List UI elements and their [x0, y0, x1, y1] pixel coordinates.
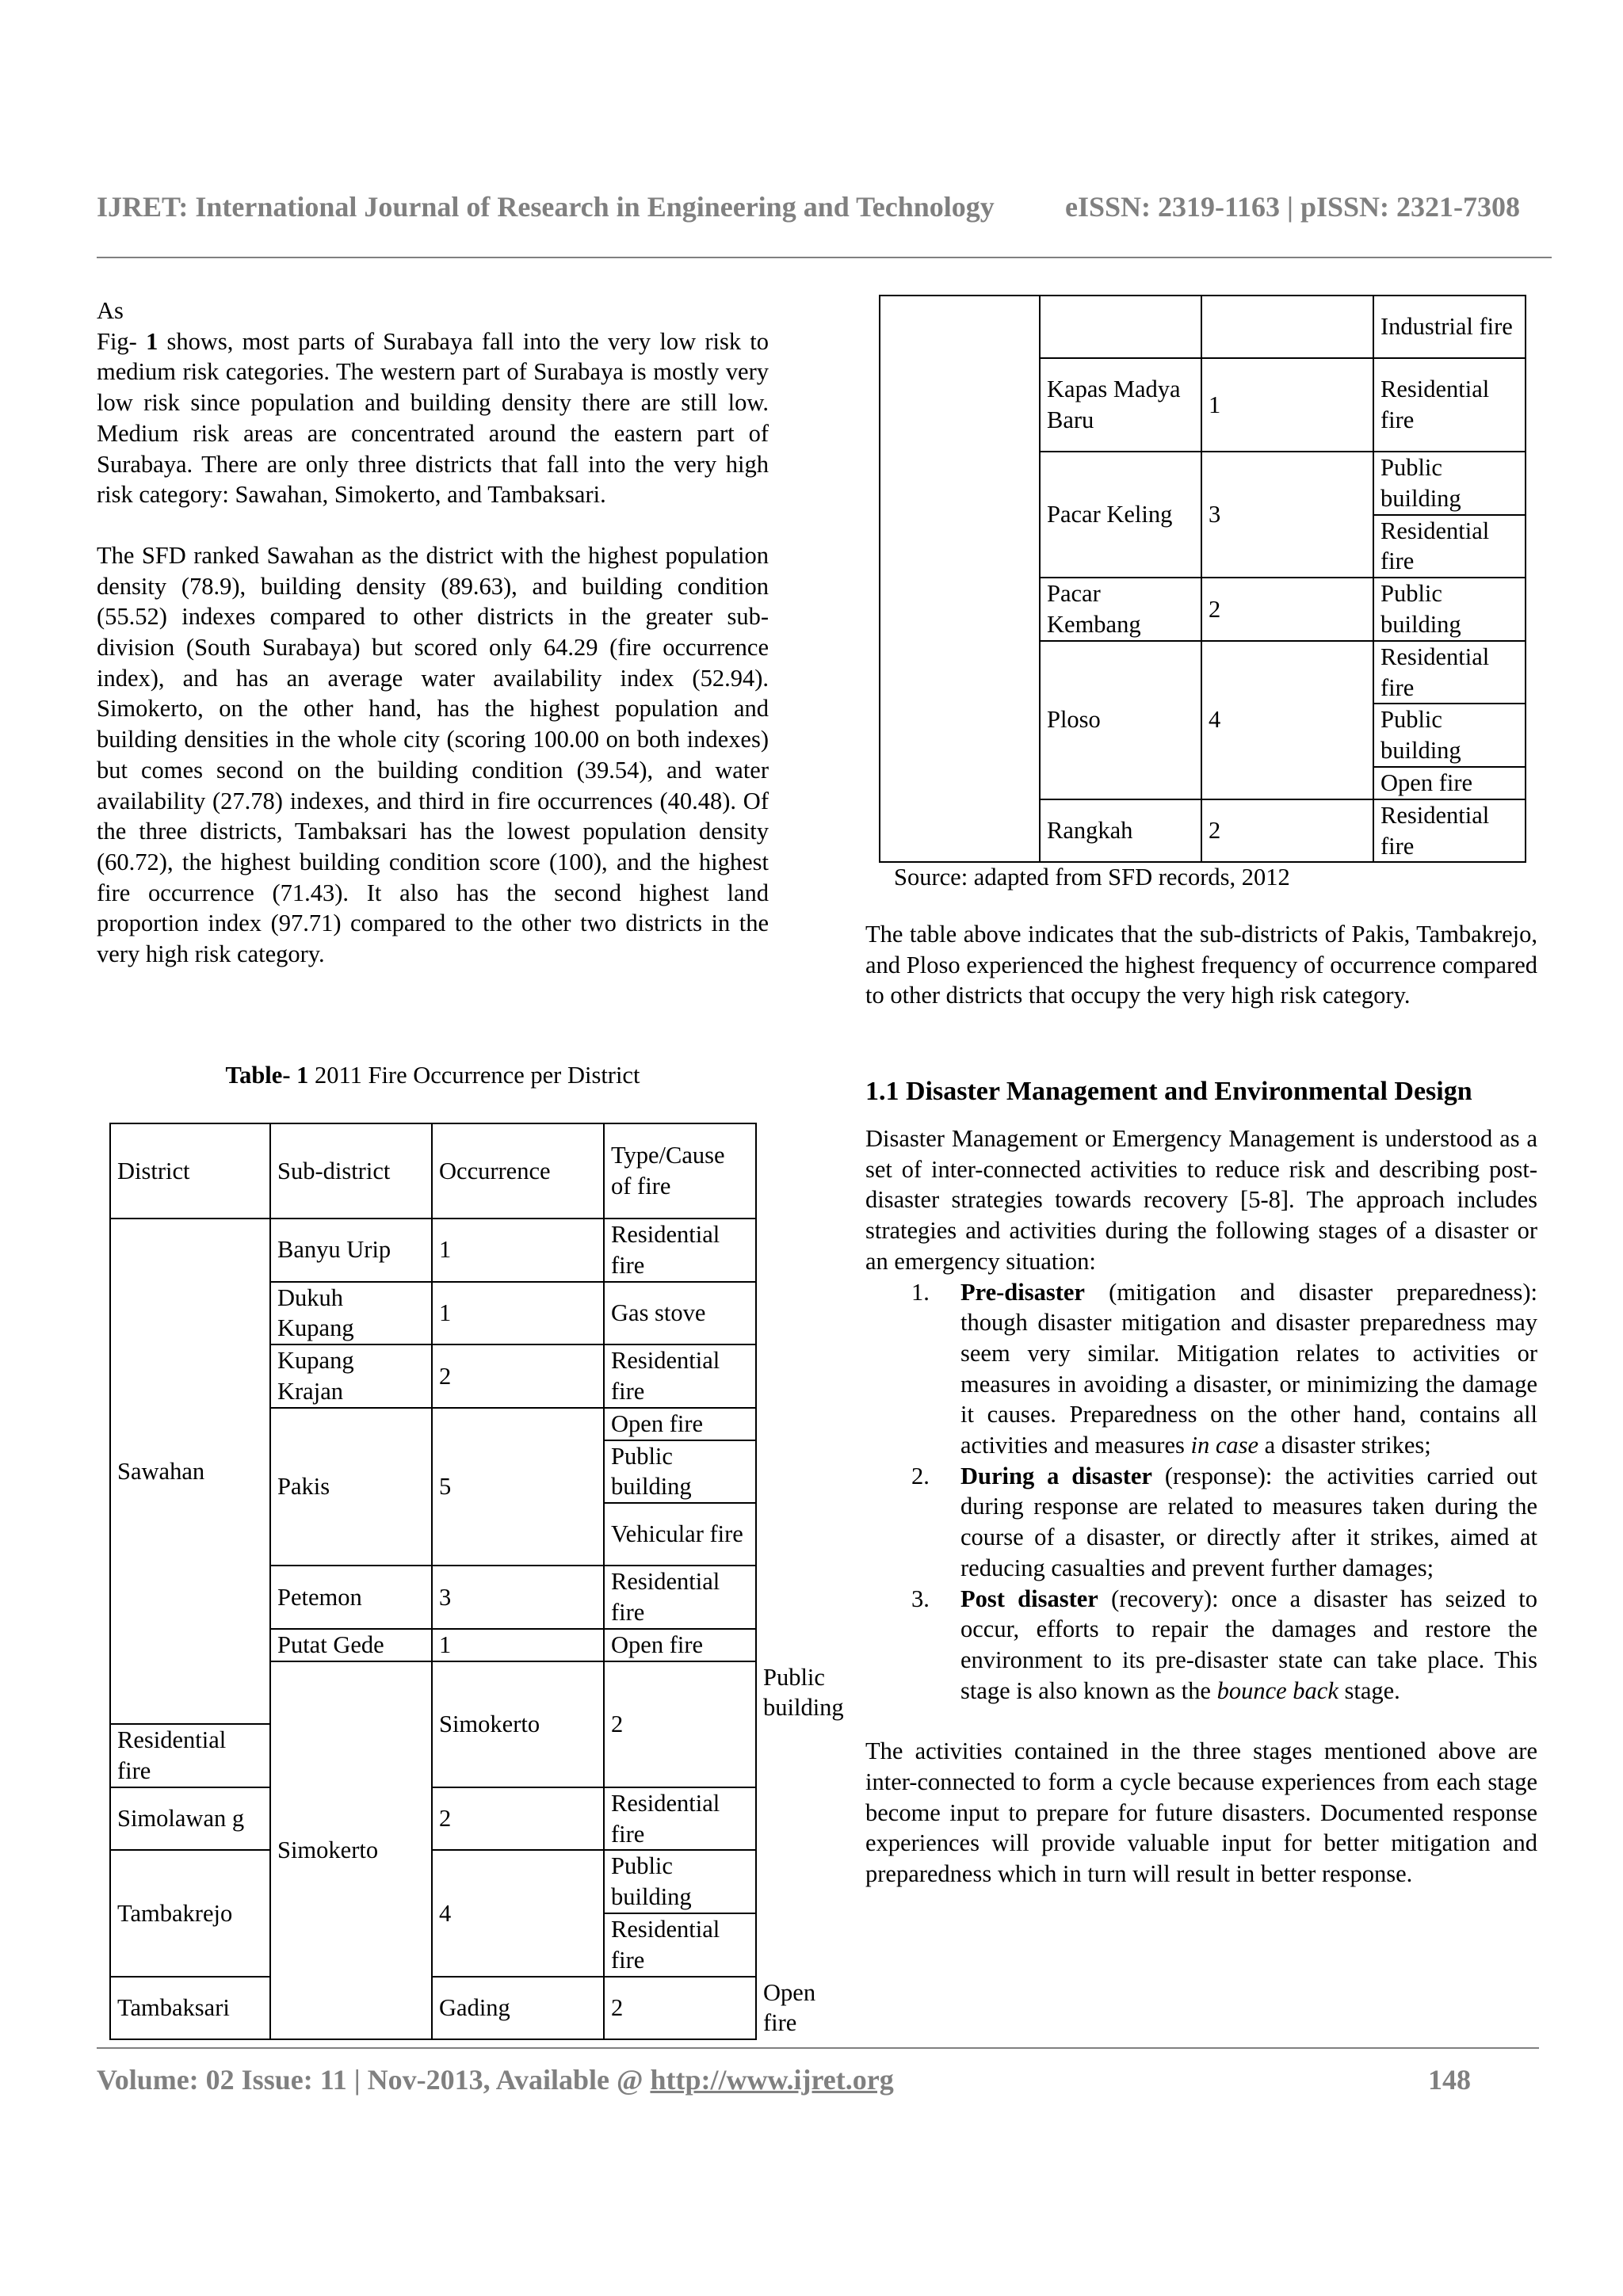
stages-list: [865, 1277, 1537, 1707]
occurrence-cell: 2: [604, 1977, 756, 2040]
subdistrict-cell: Pacar Kembang: [1040, 578, 1201, 641]
subdistrict-cell: Kapas Madya Baru: [1040, 358, 1201, 452]
occurrence-cell: 2: [604, 1661, 756, 1787]
type-cell: Residential fire: [604, 1566, 756, 1629]
occurrence-cell: 2: [1201, 799, 1373, 863]
left-column: [97, 296, 769, 970]
type-cell: Public building: [1373, 704, 1526, 767]
subdistrict-cell: Simokerto: [432, 1661, 604, 1787]
para-fig1: [97, 296, 769, 510]
subdistrict-cell-blank: [1040, 296, 1201, 358]
stage-text: (recovery): once a disaster has seized to occur, efforts to repair the damages and restore the environment to its pre-disaster state can take place. This stage is also known as the: [960, 1585, 1537, 1704]
right-column-summary: [865, 919, 1537, 1011]
type-cell: Public building: [604, 1440, 756, 1504]
type-cell: Open fire: [1373, 767, 1526, 799]
footer-volume: Volume: 02 Issue: 11 | Nov-2013, Available @: [97, 2064, 651, 2096]
subdistrict-cell: Rangkah: [1040, 799, 1201, 863]
table1-caption-label: Table- 1: [225, 1062, 309, 1089]
page-number: 148: [1428, 2064, 1471, 2096]
stage-text: (mitigation and disaster preparedness): though disaster mitigation and disaster preparedness may seem very similar. Mitigation relates to activities or measures in avoiding a disaster, or minimizing the damage it causes. Preparedness on the other hand, contains all activities and measures: [960, 1278, 1537, 1459]
table1-caption: [97, 1060, 769, 1090]
district-cell: Sawahan: [110, 1219, 270, 1724]
subdistrict-cell: Putat Gede: [270, 1629, 432, 1661]
fig-ref-prefix: Fig-: [97, 327, 147, 355]
stage-text-end: stage.: [1338, 1676, 1400, 1704]
table-row: [110, 1850, 756, 1913]
fig-ref-number: 1: [146, 327, 158, 355]
stage-title: During a disaster: [960, 1462, 1152, 1489]
district-cell: Tambaksari: [110, 1977, 270, 2040]
occurrence-cell: 1: [1201, 358, 1373, 452]
para-sfd-ranking: The SFD ranked Sawahan as the district with the highest population density (78.9), building density (89.63), and building condition (55.52) indexes compared to other districts in the greater sub-division (South Surabaya) but scored only 64.29 (fire occurrence index), and has an average water availability index (52.94). Simokerto, on the other hand, has the highest population and building densities in the whole city (scoring 100.00 on both indexes) but comes second on the building condition (39.54), and water availability (27.78) indexes, and third in fire occurrences (40.48). Of the three districts, Tambaksari has the lowest population density (60.72), the highest building condition score (100), and the highest fire occurrence (71.43). It also has the second highest land proportion index (97.71) compared to the other two districts in the very high risk category.: [97, 541, 769, 968]
para-fig1-text: shows, most parts of Surabaya fall into the very low risk to medium risk categories. The western part of Surabaya is mostly very low risk since population and building density there are still low. Medium risk areas are concentrated around the eastern part of Surabaya. There are only three districts that fall into the very high risk category: Sawahan, Simokerto, and Tambaksari.: [97, 327, 769, 509]
type-cell: Open fire: [604, 1629, 756, 1661]
subdistrict-cell: Pacar Keling: [1040, 452, 1201, 578]
subdistrict-cell: Gading: [432, 1977, 604, 2040]
right-column-body: [865, 1123, 1537, 1890]
header-subdistrict: Sub-district: [270, 1123, 432, 1219]
subdistrict-cell: Ploso: [1040, 641, 1201, 799]
table-row: [880, 296, 1526, 358]
occurrence-cell: 1: [432, 1282, 604, 1345]
header-type: Type/Cause of fire: [604, 1123, 756, 1219]
occurrence-cell: 1: [432, 1219, 604, 1282]
running-footer: [97, 2063, 894, 2096]
list-item: [865, 1584, 1537, 1707]
list-number: 3.: [911, 1585, 930, 1612]
stage-emphasis: bounce back: [1216, 1676, 1338, 1704]
type-cell: Residential fire: [110, 1724, 270, 1787]
fire-occurrence-table: [109, 1123, 844, 2040]
type-cell: Public building: [1373, 578, 1526, 641]
type-cell: Residential fire: [1373, 515, 1526, 578]
journal-link[interactable]: http://www.ijret.org: [650, 2064, 894, 2096]
occurrence-cell: 5: [432, 1408, 604, 1566]
journal-issn: eISSN: 2319-1163 | pISSN: 2321-7308: [1065, 191, 1520, 223]
stage-text-end: a disaster strikes;: [1258, 1432, 1431, 1459]
list-number: 1.: [911, 1278, 930, 1306]
type-cell: Residential fire: [1373, 799, 1526, 863]
journal-title: IJRET: International Journal of Research in Engineering and Technology: [97, 191, 995, 223]
type-cell: Vehicular fire: [604, 1503, 756, 1566]
stage-title: Pre-disaster: [960, 1278, 1085, 1306]
footer-rule: [97, 2047, 1539, 2049]
subdistrict-cell: Kupang Krajan: [270, 1344, 432, 1408]
occurrence-cell: 3: [1201, 452, 1373, 578]
type-cell: Gas stove: [604, 1282, 756, 1345]
district-cell-blank: [880, 296, 1040, 862]
header-rule: [97, 257, 1552, 258]
type-cell: Residential fire: [1373, 358, 1526, 452]
running-header: [97, 190, 1539, 223]
section-heading: 1.1 Disaster Management and Environmental Design: [865, 1077, 1472, 1106]
occurrence-cell: 2: [432, 1787, 604, 1851]
type-cell: Open fire: [604, 1408, 756, 1440]
subdistrict-cell: Banyu Urip: [270, 1219, 432, 1282]
type-cell: Industrial fire: [1373, 296, 1526, 358]
occurrence-cell-blank: [1201, 296, 1373, 358]
table-header-row: [110, 1123, 756, 1219]
fire-occurrence-table-continued: [879, 295, 1526, 863]
type-cell: Residential fire: [604, 1344, 756, 1408]
occurrence-cell: 1: [432, 1629, 604, 1661]
header-district: District: [110, 1123, 270, 1219]
subdistrict-cell: Simolawan g: [110, 1787, 270, 1851]
stage-text: (response): the activities carried out during response are related to measures taken during the course of a disaster, or directly after it strikes, aimed at reducing casualties and prevent further damages;: [960, 1462, 1537, 1581]
header-occurrence: Occurrence: [432, 1123, 604, 1219]
type-cell: Public building: [1373, 452, 1526, 515]
list-item: [865, 1461, 1537, 1584]
table-row: Simokerto Simokerto 2 Public building: [110, 1661, 756, 1725]
table1-caption-text: 2011 Fire Occurrence per District: [308, 1062, 640, 1089]
list-item: [865, 1277, 1537, 1461]
occurrence-cell: 2: [432, 1344, 604, 1408]
para-cycle: The activities contained in the three stages mentioned above are inter-connected to form a cycle because experiences from each stage become input to prepare for future disasters. Documented response experiences will provide valuable input for better mitigation and preparedness which in turn will result in better response.: [865, 1737, 1537, 1888]
type-cell: Residential fire: [604, 1913, 756, 1977]
subdistrict-cell: Pakis: [270, 1408, 432, 1566]
occurrence-cell: 3: [432, 1566, 604, 1629]
occurrence-cell: 4: [1201, 641, 1373, 799]
type-cell: Residential fire: [604, 1787, 756, 1851]
stage-emphasis: in case: [1190, 1432, 1259, 1459]
para-disaster-management: Disaster Management or Emergency Management is understood as a set of inter-connected activities to reduce risk and describing post-disaster strategies towards recovery [5-8]. The approach includes strategies and activities during the following stages of a disaster or an emergency situation:: [865, 1125, 1537, 1275]
type-cell: Residential fire: [1373, 641, 1526, 704]
table-row: [110, 1219, 756, 1282]
subdistrict-cell: Dukuh Kupang: [270, 1282, 432, 1345]
occurrence-cell: 4: [432, 1850, 604, 1976]
table-row: [110, 1787, 756, 1851]
list-number: 2.: [911, 1462, 930, 1489]
stage-title: Post disaster: [960, 1585, 1098, 1612]
table-source-note: Source: adapted from SFD records, 2012: [894, 864, 1290, 891]
type-cell: Public building: [604, 1850, 756, 1913]
para-fig1-lead: As: [97, 297, 124, 324]
subdistrict-cell: Tambakrejo: [110, 1850, 270, 1976]
table-row: Tambaksari Gading 2 Open fire: [110, 1977, 756, 2040]
type-cell: Residential fire: [604, 1219, 756, 1282]
subdistrict-cell: Petemon: [270, 1566, 432, 1629]
para-table-summary: The table above indicates that the sub-districts of Pakis, Tambakrejo, and Ploso experienced the highest frequency of occurrence compared to other districts that occupy the very high risk category.: [865, 921, 1537, 1009]
district-cell: Simokerto: [270, 1661, 432, 2040]
occurrence-cell: 2: [1201, 578, 1373, 641]
